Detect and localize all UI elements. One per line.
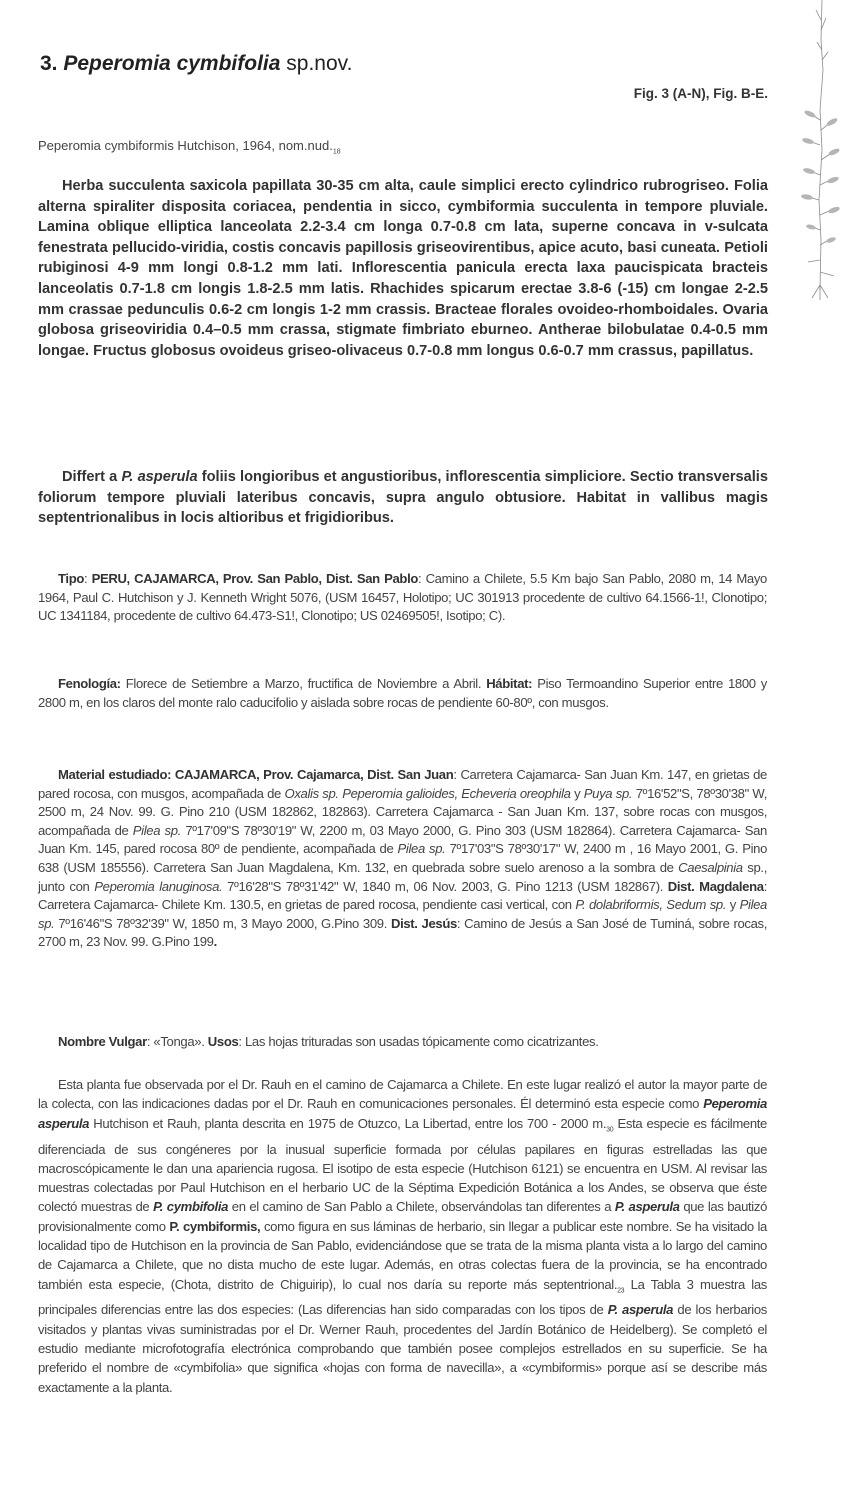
material-text: 7º17'09"S 78º30'19" W, 2200 m, 03 Mayo 2000, G. Pino 303 (USM 182864). Carretera Cajamarca- San Juan Km. 145, pared rocosa 80º de pendiente, acompañada de xyxy=(38,822,767,857)
discussion-species: P. asperula xyxy=(614,1199,680,1215)
tipo-section xyxy=(38,570,767,626)
plant-illustration xyxy=(790,0,850,300)
tipo-paragraph: Tipo: PERU, CAJAMARCA, Prov. San Pablo, Dist. San Pablo: Camino a Chilete, 5.5 Km bajo San Pablo, 2080 m, 14 Mayo 1964, Paul C. Hutchison y J. Kenneth Wright 5076, (USM 16457, Holotipo; UC 301913 procedente de cultivo 64.1566-1!, Clonotipo; UC 1341184, procedente de cultivo 64.473-S1!, Clonotipo; US 02469505!, Isotipo; C). xyxy=(38,571,767,624)
material-italic: Pilea sp. xyxy=(132,822,181,838)
material-paragraph xyxy=(38,766,767,952)
material-italic: Pilea sp. xyxy=(38,897,767,931)
material-text: 7º17'03"S 78º30'17" W, 2400 m , 16 Mayo 2001, G. Pino 638 (USM 185556). Carretera San Juan Magdalena, Km. 132, en quebrada sobre suelo arenoso a la sombra de xyxy=(38,841,767,875)
habitat-text: Piso Termoandino Superior entre 1800 y 2800 m, en los claros del monte ralo caducifolio y aislada sobre rocas de pendiente 60-80º, con musgos. xyxy=(38,676,767,710)
discussion-species: Peperomia asperula xyxy=(38,1096,767,1131)
material-italic: P. dolabriformis, Sedum sp. xyxy=(575,897,727,913)
usos-label: Usos xyxy=(207,1034,239,1049)
species-heading xyxy=(40,52,352,76)
habitat-label: Hábitat: xyxy=(486,676,533,691)
material-text: : Carretera Cajamarca- San Juan Km. 147, en grietas de pared rocosa, con musgos, acompañada de xyxy=(38,767,767,801)
synonym-text: Peperomia cymbiformis Hutchison, 1964, nom.nud. xyxy=(38,138,333,153)
material-italic: Peperomia lanuginosa. xyxy=(94,878,223,894)
material-text: : Carretera Cajamarca- Chilete Km. 130.5, en grietas de pared rocosa, pendiente casi vertical, con xyxy=(38,878,767,913)
material-text: sp., junto con xyxy=(38,859,768,894)
material-text: 7º16'52"S, 78º30'38" W, 2500 m, 24 Nov. 99. G. Pino 210 (USM 182862, 182863). Carretera Cajamarca - San Juan Km. 137, sobre rocas con musgos, acompañada de xyxy=(38,785,767,838)
latin-diff-species: P. asperula xyxy=(121,469,198,485)
latin-description: Herba succulenta saxicola papillata 30-35 cm alta, caule simplici erecto cylindrico rubrogriseo. Folia alterna spiraliter disposita coriacea, pendentia in sicco, cymbiformia succulenta in tempore pluviale. Lamina oblique elliptica lanceolata 2.2-3.4 cm longa 0.7-0.8 cm lata, superne concava in v-sulcata fenestrata pellucido-viridia, costis concavis papillosis griseovirentibus, apice acuto, basi cuneata. Petioli rubiginosi 4-9 mm longi 0.8-1.2 mm lati. Inflorescentia panicula erecta laxa paucispicata bracteis lanceolatis 0.7-1.8 cm longis 1.8-2.5 mm latis. Rhachides spicarum erectae 3.8-6 (-15) cm longae 2-2.5 mm crassae pedunculis 0.6-2 cm longis 1-2 mm crassis. Bracteae florales ovoideo-rhomboidales. Ovaria globosa griseoviridia 0.4–0.5 mm crassa, stigmate fimbriato eburneo. Antherae bilobulatae 0.4-0.5 mm longae. Fructus globosus ovoideus griseo-olivaceus 0.7-0.8 mm longus 0.6-0.7 mm crassus, papillatus. xyxy=(38,178,768,359)
reference-number: 30 xyxy=(606,1126,614,1134)
fenologia-section xyxy=(38,675,767,712)
material-text: y xyxy=(726,897,740,913)
species-status: sp.nov. xyxy=(286,52,353,75)
vulgar-text: : «Tonga». xyxy=(146,1034,208,1049)
tipo-locality: PERU, CAJAMARCA, Prov. San Pablo, Dist. San Pablo xyxy=(91,571,418,586)
vulgar-section xyxy=(38,1033,767,1052)
latin-differentiation-section xyxy=(38,467,768,529)
discussion-text: como figura en sus láminas de herbario, sin llegar a publicar este nombre. Se ha visitado la localidad tipo de Hutchison en la provincia de San Pablo, evidenciándose que se trata de la misma planta vista a lo largo del camino de Cajamarca a Chilete, que no dista mucho de este lugar. Además, en otras colectas fuera de la provincia, se ha encontrado también esta especie, (Chota, distrito de Chiguirip), lo cual nos daría su reporte más septentrional. xyxy=(38,1218,767,1292)
latin-diff-pre: Differt a xyxy=(62,469,122,485)
latin-diff-post: foliis longioribus et angustioribus, inflorescentia simpliciore. Sectio transversalis foliorum tempore pluviali lateribus concavis, supra angulo obtusiore. Habitat in vallibus magis septentrionalibus in locis altioribus et frigidioribus. xyxy=(38,469,768,527)
material-italic: Oxalis sp. Peperomia galioides, Echeveria oreophila xyxy=(284,785,571,801)
synonym-ref: 18 xyxy=(332,148,341,156)
material-text: 7º16'28"S 78º31'42" W, 1840 m, 06 Nov. 2003, G. Pino 1213 (USM 182867). xyxy=(222,878,668,894)
material-italic: Pilea sp. xyxy=(397,841,446,857)
usos-text: : Las hojas trituradas son usadas tópicamente como cicatrizantes. xyxy=(238,1034,599,1049)
material-section xyxy=(38,766,767,952)
species-name: Peperomia cymbifolia xyxy=(63,52,281,75)
species-number: 3. xyxy=(40,52,58,75)
discussion-text: Esta planta fue observada por el Dr. Rauh en el camino de Cajamarca a Chilete. En este lugar realizó el autor la mayor parte de la colecta, con las indicaciones dadas por el Dr. Rauh en comunicaciones personales. Él determinó esta especie como xyxy=(38,1077,767,1112)
fenologia-label: Fenología: xyxy=(58,676,121,691)
vulgar-label: Nombre Vulgar xyxy=(58,1034,147,1049)
figure-reference: Fig. 3 (A-N), Fig. B-E. xyxy=(633,86,768,101)
latin-description-section xyxy=(38,176,768,361)
discussion-paragraph xyxy=(38,1075,767,1397)
material-label: Material estudiado: CAJAMARCA, Prov. Cajamarca, Dist. San Juan xyxy=(58,767,454,782)
synonym-line xyxy=(38,138,341,156)
discussion-species: P. asperula xyxy=(607,1302,674,1318)
discussion-text: de los herbarios visitados y plantas vivas suministradas por el Dr. Werner Rauh, procedentes del Jardín Botánico de Heidelberg). Se completó el estudio mediante microfotografía electrónica comprobando que también posee complejos estrellados en su superficie. Se ha preferido el nombre de «cymbifolia» que significa «hojas con forma de navecilla», a «cymbiformis» porque así se describe más exactamente a la planta. xyxy=(38,1302,767,1395)
discussion-section xyxy=(38,1075,767,1397)
tipo-text: : Camino a Chilete, 5.5 Km bajo San Pablo, 2080 m, 14 Mayo 1964, Paul C. Hutchison y J. Kenneth Wright 5076, (USM 16457, Holotipo; UC 301913 procedente de cultivo 64.1566-1!, Clonotipo; UC 1341184, procedente de cultivo 64.473-S1!, Clonotipo; US 02469505!, Isotipo; C). xyxy=(38,571,767,624)
material-end: . xyxy=(213,934,217,950)
discussion-species: P. cymbiformis, xyxy=(169,1218,261,1234)
reference-number: 23 xyxy=(617,1287,625,1295)
discussion-text: que las bautizó provisionalmente como xyxy=(38,1199,767,1234)
discussion-species: P. cymbifolia xyxy=(153,1199,229,1215)
tipo-label: Tipo xyxy=(58,571,84,586)
discussion-text: Esta especie es fácilmente diferenciada de sus congéneres por la inusual superficie formada por células papilares en figuras estrelladas las que macroscópicamente le dan una apariencia rugosa. El isotipo de esta especie (Hutchison 6121) se encuentra en USM. Al revisar las muestras colectadas por Paul Hutchison en el herbario UC de la Séptima Expedición Botánica a los Andes, se observa que éste colectó muestras de xyxy=(38,1115,767,1215)
discussion-text: Hutchison et Rauh, planta descrita en 1975 de Otuzco, La Libertad, entre los 700 - 2000 m. xyxy=(89,1115,607,1131)
material-italic: Caesalpinia xyxy=(678,859,743,875)
material-text: y xyxy=(570,785,584,801)
vulgar-paragraph xyxy=(38,1033,767,1052)
latin-differentiation xyxy=(38,467,768,529)
material-text: 7º16'46"S 78º32'39" W, 1850 m, 3 Mayo 2000, G.Pino 309. xyxy=(54,915,391,931)
material-bold: Dist. Magdalena xyxy=(667,878,764,894)
material-bold: Dist. Jesús xyxy=(390,915,457,931)
material-text: : Camino de Jesús a San José de Tuminá, sobre rocas, 2700 m, 23 Nov. 99. G.Pino 199 xyxy=(38,915,767,950)
fenologia-text: Florece de Setiembre a Marzo, fructifica de Noviembre a Abril. xyxy=(120,676,487,691)
material-italic: Puya sp. xyxy=(583,785,633,801)
discussion-text: en el camino de San Pablo a Chilete, observándolas tan diferentes a xyxy=(228,1199,615,1215)
discussion-text: La Tabla 3 muestra las principales diferencias entre las dos especies: (Las diferencias han sido comparadas con los tipos de xyxy=(38,1276,767,1318)
fenologia-paragraph xyxy=(38,675,767,712)
